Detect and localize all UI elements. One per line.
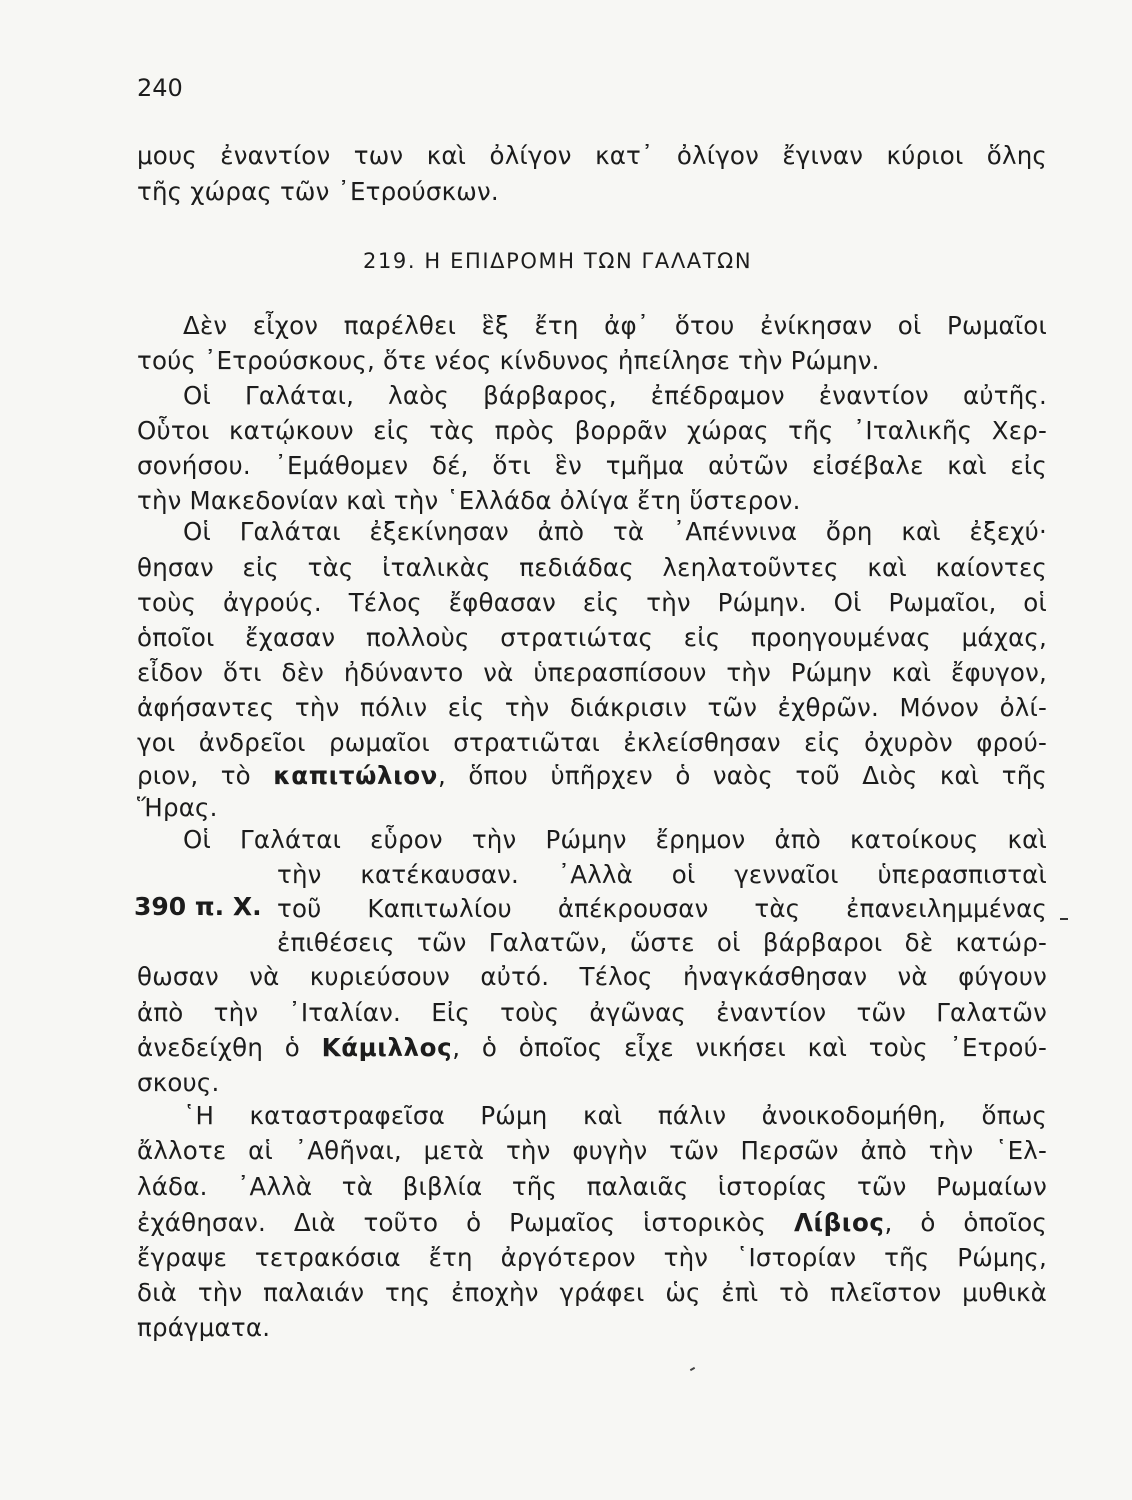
text-line: σονήσου. ᾿Εμάθομεν δέ, ὅτι ἓν τμῆμα αὐτῶν εἰσέβαλε καὶ εἰς [137, 451, 1047, 480]
bold-term: Λίβιος [793, 1208, 885, 1237]
text-line: πράγματα. [137, 1313, 271, 1342]
text-line [137, 1205, 1047, 1241]
text-line: ῾Η καταστραφεῖσα Ρώμη καὶ πάλιν ἀνοικοδομήθη, ὅπως [183, 1101, 1047, 1130]
text-line: μους ἐναντίον των καὶ ὀλίγον κατ᾽ ὀλίγον ἔγιναν κύριοι ὅλης [137, 141, 1047, 170]
text-line: ὁποῖοι ἔχασαν πολλοὺς στρατιώτας εἰς προηγουμένας μάχας, [137, 623, 1047, 652]
bold-term: καπιτώλιον [273, 761, 438, 790]
text-line: ἐπιθέσεις τῶν Γαλατῶν, ὥστε οἱ βάρβαροι δὲ κατώρ- [277, 928, 1047, 957]
text-line [137, 1030, 1047, 1066]
text-line: τοὺς ἀγρούς. Τέλος ἔφθασαν εἰς τὴν Ρώμην. Οἱ Ρωμαῖοι, οἱ [137, 588, 1047, 617]
text-line: λάδα. ᾿Αλλὰ τὰ βιβλία τῆς παλαιᾶς ἱστορίας τῶν Ρωμαίων [137, 1172, 1047, 1201]
text-line: σκους. [137, 1068, 220, 1097]
text-line: τῆς χώρας τῶν ᾿Ετρούσκων. [137, 177, 499, 206]
print-speck [690, 1367, 695, 1371]
text-line: τὴν Μακεδονίαν καὶ τὴν ῾Ελλάδα ὀλίγα ἔτη ὕστερον. [137, 486, 801, 515]
text-line: Οἱ Γαλάται, λαὸς βάρβαρος, ἐπέδραμον ἐναντίον αὐτῆς. [183, 381, 1047, 410]
text-line: γοι ἀνδρεῖοι ρωμαῖοι στρατιῶται ἐκλείσθησαν εἰς ὀχυρὸν φρού- [137, 728, 1047, 757]
text-line: διὰ τὴν παλαιάν της ἐποχὴν γράφει ὡς ἐπὶ τὸ πλεῖστον μυθικὰ [137, 1278, 1047, 1307]
text-line: ἀφήσαντες τὴν πόλιν εἰς τὴν διάκρισιν τῶν ἐχθρῶν. Μόνον ὀλί- [137, 693, 1047, 722]
page-number: 240 [137, 74, 183, 102]
bold-term: Κάμιλλος [321, 1033, 453, 1062]
text-line: τοῦ Καπιτωλίου ἀπέκρουσαν τὰς ἐπανειλημμένας [277, 894, 1047, 923]
text-line: ἔγραψε τετρακόσια ἔτη ἀργότερον τὴν ῾Ιστορίαν τῆς Ρώμης, [137, 1243, 1047, 1272]
text-line: ἀπὸ τὴν ᾿Ιταλίαν. Εἰς τοὺς ἀγῶνας ἐναντίον τῶν Γαλατῶν [137, 998, 1047, 1027]
text-line: θησαν εἰς τὰς ἰταλικὰς πεδιάδας λεηλατοῦντες καὶ καίοντες [137, 553, 1047, 582]
text-run: , ὁ ὁποῖος [884, 1208, 1047, 1237]
text-run: ἀνεδείχθη ὁ [137, 1033, 322, 1062]
text-run: , ὅπου ὑπῆρχεν ὁ ναὸς τοῦ Διὸς καὶ τῆς [437, 761, 1048, 790]
text-run: , ὁ ὁποῖος εἶχε νικήσει καὶ τοὺς ᾿Ετρού- [452, 1033, 1047, 1062]
text-line: Δὲν εἶχον παρέλθει ἓξ ἔτη ἀφ᾽ ὅτου ἐνίκησαν οἱ Ρωμαῖοι [183, 311, 1047, 340]
text-line: τούς ᾿Ετρούσκους, ὅτε νέος κίνδυνος ἠπείλησε τὴν Ρώμην. [137, 346, 880, 375]
text-line: Οἱ Γαλάται εὗρον τὴν Ρώμην ἔρημον ἀπὸ κατοίκους καὶ [183, 825, 1047, 854]
section-heading: 219. Η ΕΠΙΔΡΟΜΗ ΤΩΝ ΓΑΛΑΤΩΝ [363, 249, 753, 273]
text-line: Οὗτοι κατῴκουν εἰς τὰς πρὸς βορρᾶν χώρας τῆς ᾿Ιταλικῆς Χερ- [137, 416, 1047, 445]
text-line: ἄλλοτε αἱ ᾿Αθῆναι, μετὰ τὴν φυγὴν τῶν Περσῶν ἀπὸ τὴν ῾Ελ- [137, 1136, 1047, 1165]
print-dash-mark [1060, 918, 1068, 920]
text-run: ἐχάθησαν. Διὰ τοῦτο ὁ Ρωμαῖος ἱστορικὸς [137, 1208, 794, 1237]
text-line: θωσαν νὰ κυριεύσουν αὐτό. Τέλος ἠναγκάσθησαν νὰ φύγουν [137, 962, 1047, 991]
text-line [137, 758, 1047, 794]
text-run: ριον, τὸ [137, 761, 274, 790]
text-line: Οἱ Γαλάται ἐξεκίνησαν ἀπὸ τὰ ᾿Απέννινα ὄρη καὶ ἐξεχύ· [183, 517, 1047, 546]
text-line: εἶδον ὅτι δὲν ἠδύναντο νὰ ὑπερασπίσουν τὴν Ρώμην καὶ ἔφυγον, [137, 658, 1047, 687]
text-line: Ἥρας. [137, 793, 218, 822]
margin-date-note: 390 π. Χ. [134, 892, 262, 921]
text-line: τὴν κατέκαυσαν. ᾿Αλλὰ οἱ γενναῖοι ὑπερασπισταὶ [277, 860, 1047, 889]
